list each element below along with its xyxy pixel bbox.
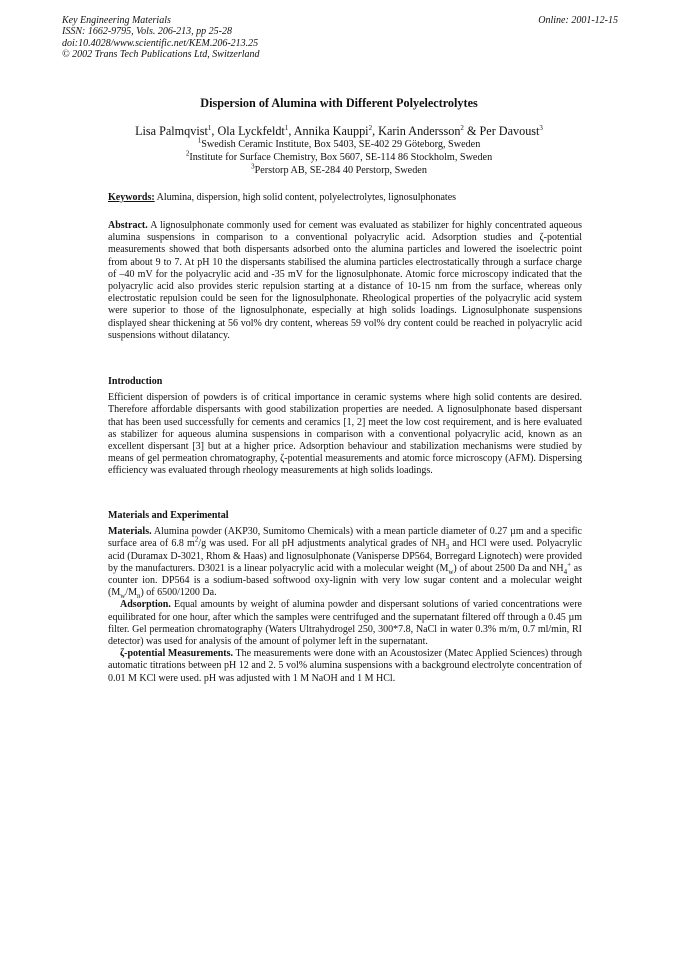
journal-name: Key Engineering Materials: [62, 15, 171, 26]
online-date: Online: 2001-12-15: [538, 15, 618, 26]
affiliation: $^1$Swedish Ceramic Institute, Box 5403, SE-402 29 Göteborg, Sweden: [197, 136, 481, 150]
methods-section: [108, 510, 582, 685]
zeta-paragraph: ζ-potential Measurements. The measurements were done with an Acoustosizer (Matec Applied Sciences) through automatic titrations between pH 12 and 2. 5 vol% alumina suspensions with a background electrolyte concentration of 0.01 M KCl were used. pH was adjusted with 1 M NaOH and 1 M HCl.: [108, 648, 582, 684]
author-name: Lisa Palmqvist: [135, 124, 208, 138]
adsorption-paragraph: Adsorption. Equal amounts by weight of alumina powder and dispersant solutions of varied concentrations were equilibrated for one hour, after which the samples were centrifuged and the supernatant filtered off through a 0.45 µm filter. Gel permeation chromatography (Waters Ultrahydrogel 250, 300*7.8, NaCl in water 0.3% m/m, 0.7 ml/min, RI detector) was used for analysis of the amount of polymer left in the supernatant.: [108, 599, 582, 648]
author-list: Lisa Palmqvist$^1$, Ola Lyckfeldt$^1$, Annika Kauppi$^2$, Karin Andersson$^2$ & Per Davoust$^3$: [135, 123, 543, 138]
keywords: [108, 192, 578, 203]
affiliation-mark: 1: [284, 123, 289, 132]
abstract-label: Abstract.: [108, 220, 148, 231]
affiliation-mark: 1: [207, 123, 212, 132]
author-name: Per Davoust: [479, 124, 540, 138]
copyright-line: © 2002 Trans Tech Publications Ltd, Switzerland: [62, 49, 260, 61]
author-name: Ola Lyckfeldt: [217, 124, 285, 138]
abstract: [108, 220, 582, 342]
keywords-label: Keywords:: [108, 192, 155, 203]
author-name: Annika Kauppi: [293, 124, 369, 138]
affiliation-mark: 2: [460, 123, 464, 132]
affiliation: $^2$Institute for Surface Chemistry, Box 5607, SE-114 86 Stockholm, Sweden: [185, 149, 493, 163]
affiliations: [0, 136, 678, 177]
keywords-text: Alumina, dispersion, high solid content, polyelectrolytes, lignosulphonates: [154, 192, 457, 203]
methods-heading: Materials and Experimental: [108, 510, 229, 521]
issn-line: ISSN: 1662-9795, Vols. 206-213, pp 25-28: [62, 26, 232, 38]
abstract-text: A lignosulphonate commonly used for cement was evaluated as stabilizer for highly concentrated aqueous alumina suspensions in comparison to a conventional polyacrylic acid. Adsorption studies and ζ-potential measurements showed that both dispersants adsorbed onto the alumina particles and lowered the isoelectric point from about 9 to 7. At pH 10 the dispersants stabilised the alumina particles electrostatically through a surface charge of –40 mV for the polyacrylic acid and -35 mV for the lignosulphonate. Atomic force microscopy indicated that the polyacrylic acid also provides steric repulsion starting at a distance of 10-15 nm from the surface, whereas only electrostatic repulsion could be seen for the lignosulphonate. Rheological properties of the polyacrylic acid system were superior to those of the lignosulphonate, especially at high solids loadings. Lignosulphonate suspensions displayed shear thickening at 56 vol% dry content, whereas 59 vol% dry content could be reached in polyacrylic acid suspensions without dilatancy.: [108, 220, 582, 341]
introduction-section: [108, 376, 582, 478]
affiliation-mark: 3: [539, 123, 543, 132]
introduction-heading: Introduction: [108, 376, 163, 387]
running-header: [62, 15, 618, 61]
author-name: Karin Andersson: [378, 124, 461, 138]
affiliation-mark: 2: [368, 123, 373, 132]
doi-line: doi:10.4028/www.scientific.net/KEM.206-213.25: [62, 37, 259, 49]
introduction-text: Efficient dispersion of powders is of critical importance in ceramic systems where high solid contents are desired. Therefore affordable dispersants with good stabilization properties are needed. A lignosulphonate based dispersant that has been used successfully for cements and ceramics [1, 2] meet the low cost requirement, and is here evaluated as stabilizer for aqueous alumina suspensions in comparison with a conventional polyacrylic acid, known as an excellent dispersant [3] but at a higher price. Adsorption behaviour and stabilization mechanisms were studied by means of gel permeation chromatography, ζ-potential measurements and atomic force microscopy (AFM). Dispersing efficiency was evaluated through rheology measurements at high solids loadings.: [108, 392, 582, 477]
paper-title: Dispersion of Alumina with Different Polyelectrolytes: [200, 96, 478, 110]
materials-paragraph: Materials. Alumina powder (AKP30, Sumitomo Chemicals) with a mean particle diameter of 0.27 µm and a specific surface area of 6.8 $m^2/g$ was used. For all pH adjustments analytical grades of $NH_3$ and HCl were used. Polyacrylic acid (Duramax D-3021, Rhom & Haas) and lignosulphonate (Vanisperse DP564, Borregard Lignotech) were provided by the manufacturers. D3021 is a linear polyacrylic acid with a molecular weight $(M_w)$ of about 2500 Da and $NH_4^+$ as counter ion. DP564 is a sodium-based softwood oxy-lignin with very low sugar content and a molecular weight $(M_w/M_n)$ of 6500/1200 Da.: [108, 526, 582, 601]
affiliation: $^3$Perstorp AB, SE-284 40 Perstorp, Sweden: [251, 162, 427, 176]
